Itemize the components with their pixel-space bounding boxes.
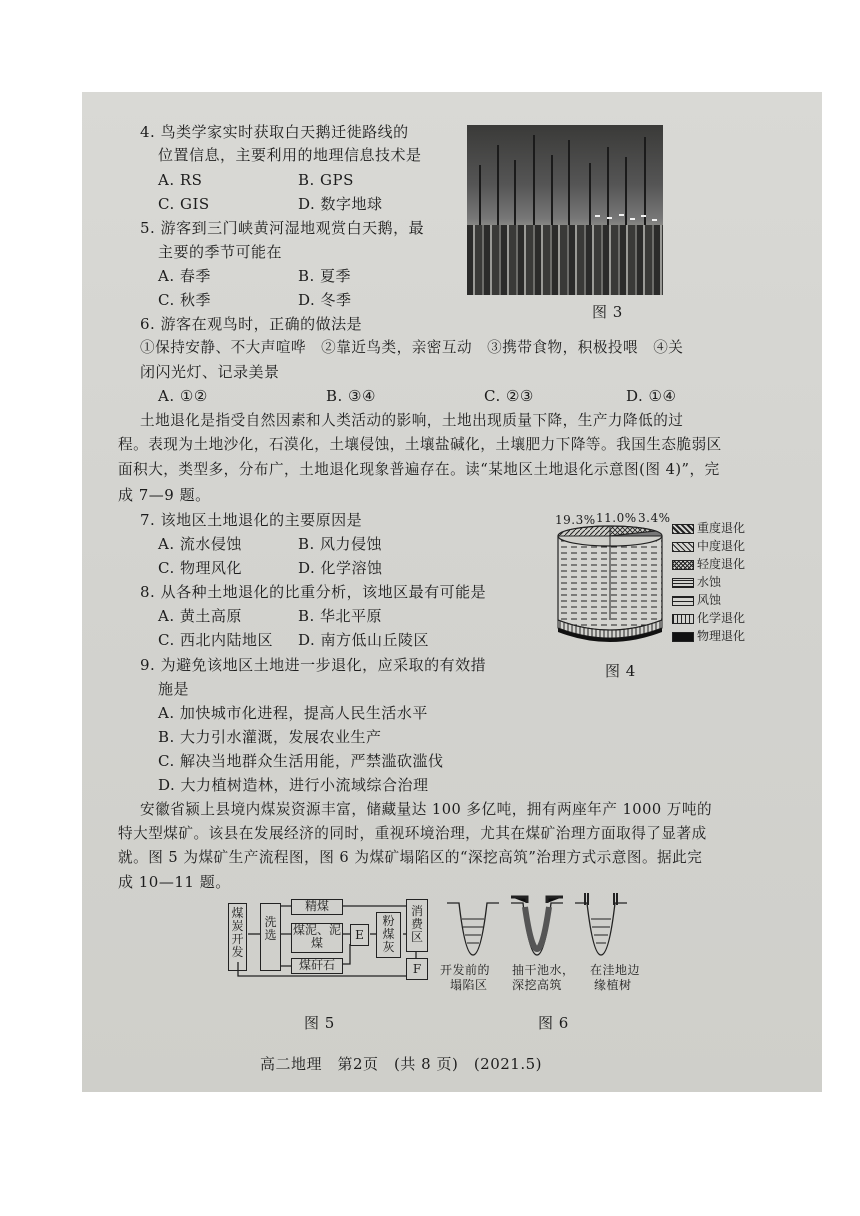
q6-option-c: C. ②③ bbox=[484, 387, 534, 405]
land-degradation-cylinder bbox=[550, 520, 670, 645]
q6-option-a: A. ①② bbox=[158, 387, 208, 405]
fig4-pct-moderate: 11.0% bbox=[596, 511, 637, 525]
q4-option-b: B. GPS bbox=[298, 171, 354, 189]
flow-box-clean-coal: 精煤 bbox=[291, 899, 343, 915]
q9-stem-line2: 施是 bbox=[158, 680, 190, 698]
q4-option-d: D. 数字地球 bbox=[298, 195, 383, 213]
fig4-legend-wind-erosion: 风蚀 bbox=[672, 593, 721, 607]
flow-box-consumption: 消费区 bbox=[406, 899, 428, 952]
fig4-legend-chemical: 化学退化 bbox=[672, 611, 745, 625]
figure3-caption: 图 3 bbox=[592, 303, 623, 321]
page-footer: 高二地理 第2页 (共 8 页) (2021.5) bbox=[260, 1055, 543, 1073]
passage1-line3: 面积大，类型多，分布广，土地退化现象普遍存在。读“某地区土地退化示意图(图 4)”，完 bbox=[118, 461, 720, 478]
fig6-label1-line2: 塌陷区 bbox=[450, 978, 488, 992]
passage2-line3: 就。图 5 为煤矿生产流程图，图 6 为煤矿塌陷区的“深挖高筑”治理方式示意图。据此完 bbox=[118, 849, 703, 866]
q9-option-a: A. 加快城市化进程，提高人民生活水平 bbox=[158, 704, 428, 722]
fig4-legend-physical: 物理退化 bbox=[672, 629, 745, 643]
q7-option-c: C. 物理风化 bbox=[158, 559, 242, 577]
q9-option-d: D. 大力植树造林，进行小流域综合治理 bbox=[158, 776, 429, 794]
figure6-caption: 图 6 bbox=[538, 1014, 569, 1032]
q6-stem-line2: ①保持安静、不大声喧哗 ②靠近鸟类，亲密互动 ③携带食物，积极投喂 ④关 bbox=[140, 339, 684, 356]
q9-stem-line1: 9. 为避免该地区土地进一步退化，应采取的有效措 bbox=[140, 656, 487, 674]
q5-stem-line2: 主要的季节可能在 bbox=[158, 243, 283, 261]
passage2-line4: 成 10—11 题。 bbox=[118, 873, 231, 891]
passage2-line1: 安徽省颍上县境内煤炭资源丰富，储藏量达 100 多亿吨，拥有两座年产 1000 万吨的 bbox=[140, 801, 713, 818]
q5-option-b: B. 夏季 bbox=[298, 267, 352, 285]
q9-option-b: B. 大力引水灌溉，发展农业生产 bbox=[158, 728, 382, 746]
q9-option-c: C. 解决当地群众生活用能，严禁滥砍滥伐 bbox=[158, 752, 444, 770]
fig4-legend-moderate: 中度退化 bbox=[672, 539, 745, 553]
flow-box-gangue: 煤矸石 bbox=[291, 958, 343, 974]
q5-option-d: D. 冬季 bbox=[298, 291, 352, 309]
fig4-legend-severe: 重度退化 bbox=[672, 521, 745, 535]
swan-wetland-photo bbox=[467, 125, 663, 295]
q5-option-a: A. 春季 bbox=[158, 267, 211, 285]
fig6-label3-line1: 在洼地边 bbox=[590, 963, 641, 977]
flow-box-washing: 洗选 bbox=[260, 903, 281, 971]
flow-box-fly-ash: 粉煤灰 bbox=[376, 912, 401, 958]
passage1-line4: 成 7—9 题。 bbox=[118, 486, 211, 504]
q8-option-d: D. 南方低山丘陵区 bbox=[298, 631, 430, 649]
q4-stem-line1: 4. 鸟类学家实时获取白天鹅迁徙路线的 bbox=[140, 123, 409, 141]
q5-option-c: C. 秋季 bbox=[158, 291, 211, 309]
q8-stem: 8. 从各种土地退化的比重分析，该地区最有可能是 bbox=[140, 583, 487, 601]
q5-stem-line1: 5. 游客到三门峡黄河湿地观赏白天鹅，最 bbox=[140, 219, 425, 237]
q7-option-a: A. 流水侵蚀 bbox=[158, 535, 242, 553]
figure5-caption: 图 5 bbox=[304, 1014, 335, 1032]
fig4-pct-light: 3.4% bbox=[638, 511, 671, 525]
fig6-label3-line2: 缘植树 bbox=[594, 978, 632, 992]
q7-option-d: D. 化学溶蚀 bbox=[298, 559, 383, 577]
flow-box-slime-coal: 煤泥、泥煤 bbox=[291, 923, 343, 953]
q7-stem: 7. 该地区土地退化的主要原因是 bbox=[140, 511, 363, 529]
q6-stem-line1: 6. 游客在观鸟时，正确的做法是 bbox=[140, 315, 363, 333]
fig4-pct-severe: 19.3% bbox=[555, 513, 596, 527]
q6-option-d: D. ①④ bbox=[626, 387, 677, 405]
fig6-label2-line2: 深挖高筑 bbox=[512, 978, 563, 992]
figure4-caption: 图 4 bbox=[605, 662, 636, 680]
fig6-label1-line1: 开发前的 bbox=[440, 963, 491, 977]
q8-option-b: B. 华北平原 bbox=[298, 607, 383, 625]
passage1-line1: 土地退化是指受自然因素和人类活动的影响，土地出现质量下降，生产力降低的过 bbox=[140, 412, 684, 429]
passage1-line2: 程。表现为土地沙化，石漠化，土壤侵蚀，土壤盐碱化，土壤肥力下降等。我国生态脆弱区 bbox=[118, 436, 722, 453]
fig6-label2-line1: 抽干池水， bbox=[512, 963, 575, 977]
q6-stem-line3: 闭闪光灯、记录美景 bbox=[140, 363, 280, 381]
q6-option-b: B. ③④ bbox=[326, 387, 376, 405]
fig4-legend-water-erosion: 水蚀 bbox=[672, 575, 721, 589]
q4-option-a: A. RS bbox=[158, 171, 203, 189]
q8-option-c: C. 西北内陆地区 bbox=[158, 631, 273, 649]
q8-option-a: A. 黄土高原 bbox=[158, 607, 242, 625]
fig6-subsidence-diagram bbox=[445, 893, 635, 968]
flow-box-e: E bbox=[350, 924, 369, 946]
flow-box-coal-mining: 煤炭开发 bbox=[228, 903, 247, 971]
passage2-line2: 特大型煤矿。该县在发展经济的同时，重视环境治理，尤其在煤矿治理方面取得了显著成 bbox=[118, 825, 707, 842]
q4-option-c: C. GIS bbox=[158, 195, 210, 213]
q7-option-b: B. 风力侵蚀 bbox=[298, 535, 383, 553]
fig4-legend-light: 轻度退化 bbox=[672, 557, 745, 571]
flow-box-f: F bbox=[406, 958, 428, 980]
q4-stem-line2: 位置信息，主要利用的地理信息技术是 bbox=[158, 146, 422, 164]
